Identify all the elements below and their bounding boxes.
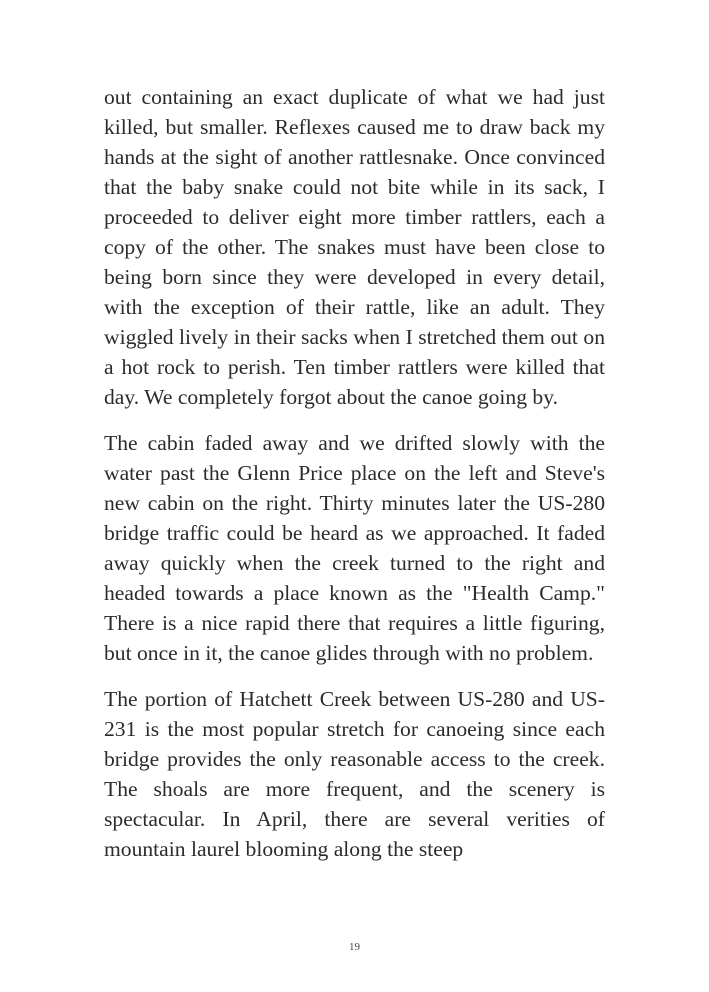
body-text — [104, 82, 605, 880]
paragraph-2: The cabin faded away and we drifted slowly with the water past the Glenn Price place on the left and Steve's new cabin on the right. Thirty minutes later the US-280 bridge traffic could be heard as we approached. It faded away quickly when the creek turned to the right and headed towards a place known as the "Health Camp." There is a nice rapid there that requires a little figuring, but once in it, the canoe glides through with no problem. — [104, 431, 605, 665]
paragraph-3: The portion of Hatchett Creek between US-280 and US-231 is the most popular stretch for canoeing since each bridge provides the only reasonable access to the creek. The shoals are more frequent, and the scenery is spectacular. In April, there are several verities of mountain laurel blooming along the steep — [104, 687, 605, 861]
paragraph-1: out containing an exact duplicate of what we had just killed, but smaller. Reflexes caused me to draw back my hands at the sight of another rattlesnake. Once convinced that the baby snake could not bite while in its sack, I proceeded to deliver eight more timber rattlers, each a copy of the other. The snakes must have been close to being born since they were developed in every detail, with the exception of their rattle, like an adult. They wiggled lively in their sacks when I stretched them out on a hot rock to perish. Ten timber rattlers were killed that day. We completely forgot about the canoe going by. — [104, 85, 605, 409]
page-number: 19 — [349, 941, 360, 953]
